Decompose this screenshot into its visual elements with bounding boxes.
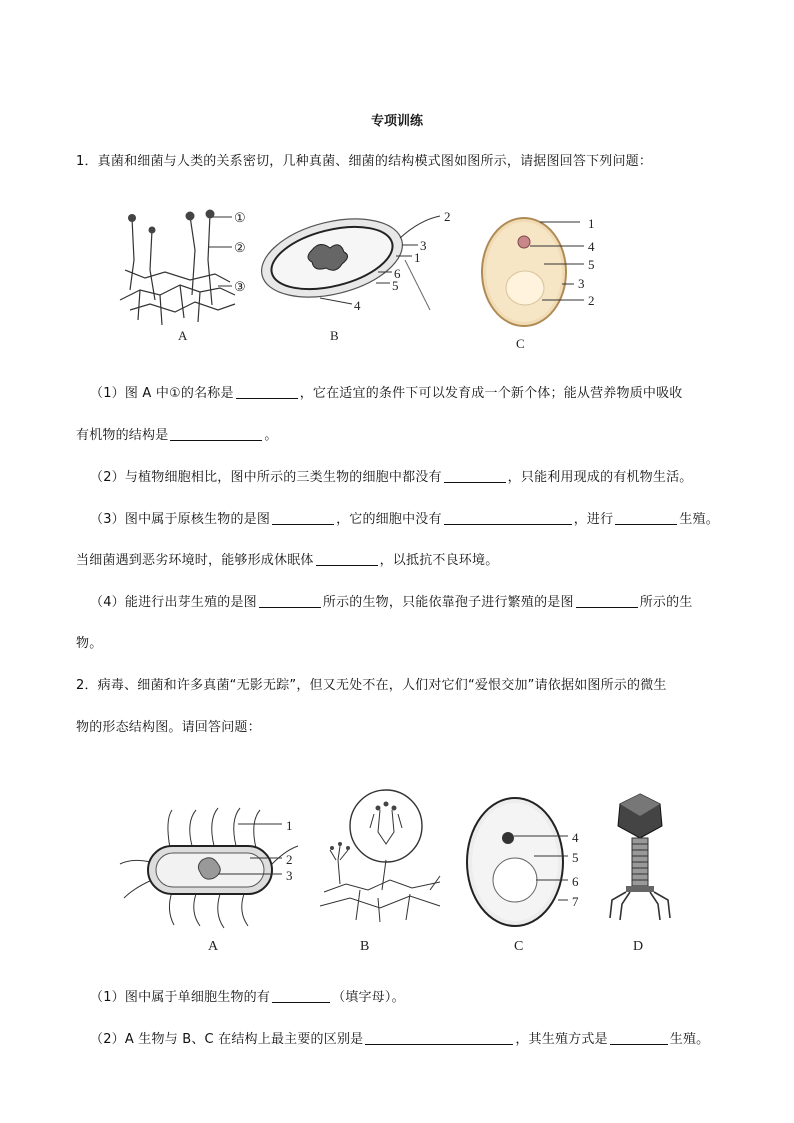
fig1-b-label-2: 2 (444, 209, 451, 224)
fig2-c-label-6: 6 (572, 874, 579, 889)
fig2-c-label-7: 7 (572, 894, 579, 909)
answer-blank[interactable] (272, 512, 334, 525)
fig1-b-label-3: 3 (420, 238, 427, 253)
fig2-caption-a: A (208, 939, 219, 954)
answer-blank[interactable] (272, 990, 330, 1003)
fig1-c-label-2: 2 (588, 293, 595, 308)
q1-part1-line1: （1）图 A 中①的名称是 ，它在适宜的条件下可以发育成一个新个体；能从营养物质中吸收 (90, 386, 683, 401)
figure-b-penicillium (320, 790, 440, 922)
q2-part1: （1）图中属于单细胞生物的有 （填字母）。 (90, 990, 405, 1005)
answer-blank[interactable] (444, 512, 572, 525)
answer-blank[interactable] (259, 595, 321, 608)
fig1-caption-a: A (178, 328, 188, 343)
q2-stem-line2: 物的形态结构图。请回答问题： (76, 720, 261, 735)
fig2-a-label-1: 1 (286, 818, 293, 833)
fig2-a-label-2: 2 (286, 852, 293, 867)
fig1-c-label-1: 1 (588, 216, 595, 231)
answer-blank[interactable] (236, 386, 298, 399)
fig2-c-label-5: 5 (572, 850, 579, 865)
q1-stem: 1．真菌和细菌与人类的关系密切，几种真菌、细菌的结构模式图如图所示，请据图回答下列问题： (76, 154, 653, 169)
q2-stem-line1: 2．病毒、细菌和许多真菌“无影无踪”，但又无处不在，人们对它们“爱恨交加”请依据如图所示的微生 (76, 678, 667, 693)
fig1-caption-c: C (516, 336, 525, 351)
answer-blank[interactable] (170, 428, 262, 441)
figure-a-mold (120, 214, 235, 325)
answer-blank[interactable] (615, 512, 677, 525)
answer-blank[interactable] (316, 553, 378, 566)
q1-part2: （2）与植物细胞相比，图中所示的三类生物的细胞中都没有 ，只能利用现成的有机物生活。 (90, 470, 693, 485)
q1-part3-line2: 当细菌遇到恶劣环境时，能够形成休眠体 ，以抵抗不良环境。 (76, 553, 499, 568)
fig2-caption-b: B (360, 939, 370, 954)
fig1-b-label-6: 6 (394, 266, 401, 281)
q1-part1-line2: 有机物的结构是 。 (76, 428, 278, 443)
fig1-c-label-4: 4 (588, 239, 595, 254)
fig2-caption-d: D (633, 939, 644, 954)
fig2-c-label-4: 4 (572, 830, 579, 845)
q1-part3-line1: （3）图中属于原核生物的是图 ，它的细胞中没有 ，进行 生殖。 (90, 512, 719, 527)
answer-blank[interactable] (610, 1032, 668, 1045)
answer-blank[interactable] (576, 595, 638, 608)
answer-blank[interactable] (444, 470, 506, 483)
fig1-caption-b: B (330, 328, 339, 343)
figure-c-yeast (467, 798, 563, 926)
fig1-c-label-3: 3 (578, 276, 585, 291)
fig1-a-label-2: ② (234, 240, 246, 255)
q2-part2: （2）A 生物与 B、C 在结构上最主要的区别是 ，其生殖方式是 生殖。 (90, 1032, 710, 1047)
figure-b-bacterium (253, 206, 440, 311)
fig1-a-label-3: ③ (234, 279, 246, 294)
figure-c-yeast (482, 218, 566, 326)
fig1-a-label-1: ① (234, 210, 246, 225)
fig2-caption-c: C (514, 939, 524, 954)
fig1-b-label-5: 5 (392, 278, 399, 293)
q1-part4-line2: 物。 (76, 636, 103, 651)
q1-figure (100, 200, 620, 360)
fig1-b-label-4: 4 (354, 298, 361, 313)
answer-blank[interactable] (365, 1032, 513, 1045)
figure-a-bacterium (120, 808, 298, 928)
figure-d-bacteriophage (610, 794, 670, 920)
q1-part4-line1: （4）能进行出芽生殖的是图 所示的生物，只能依靠孢子进行繁殖的是图 所示的生 (90, 595, 693, 610)
fig1-c-label-5: 5 (588, 257, 595, 272)
page-title: 专项训练 (370, 114, 423, 129)
q2-figure (110, 780, 710, 960)
fig2-a-label-3: 3 (286, 868, 293, 883)
fig1-b-label-1: 1 (414, 250, 421, 265)
